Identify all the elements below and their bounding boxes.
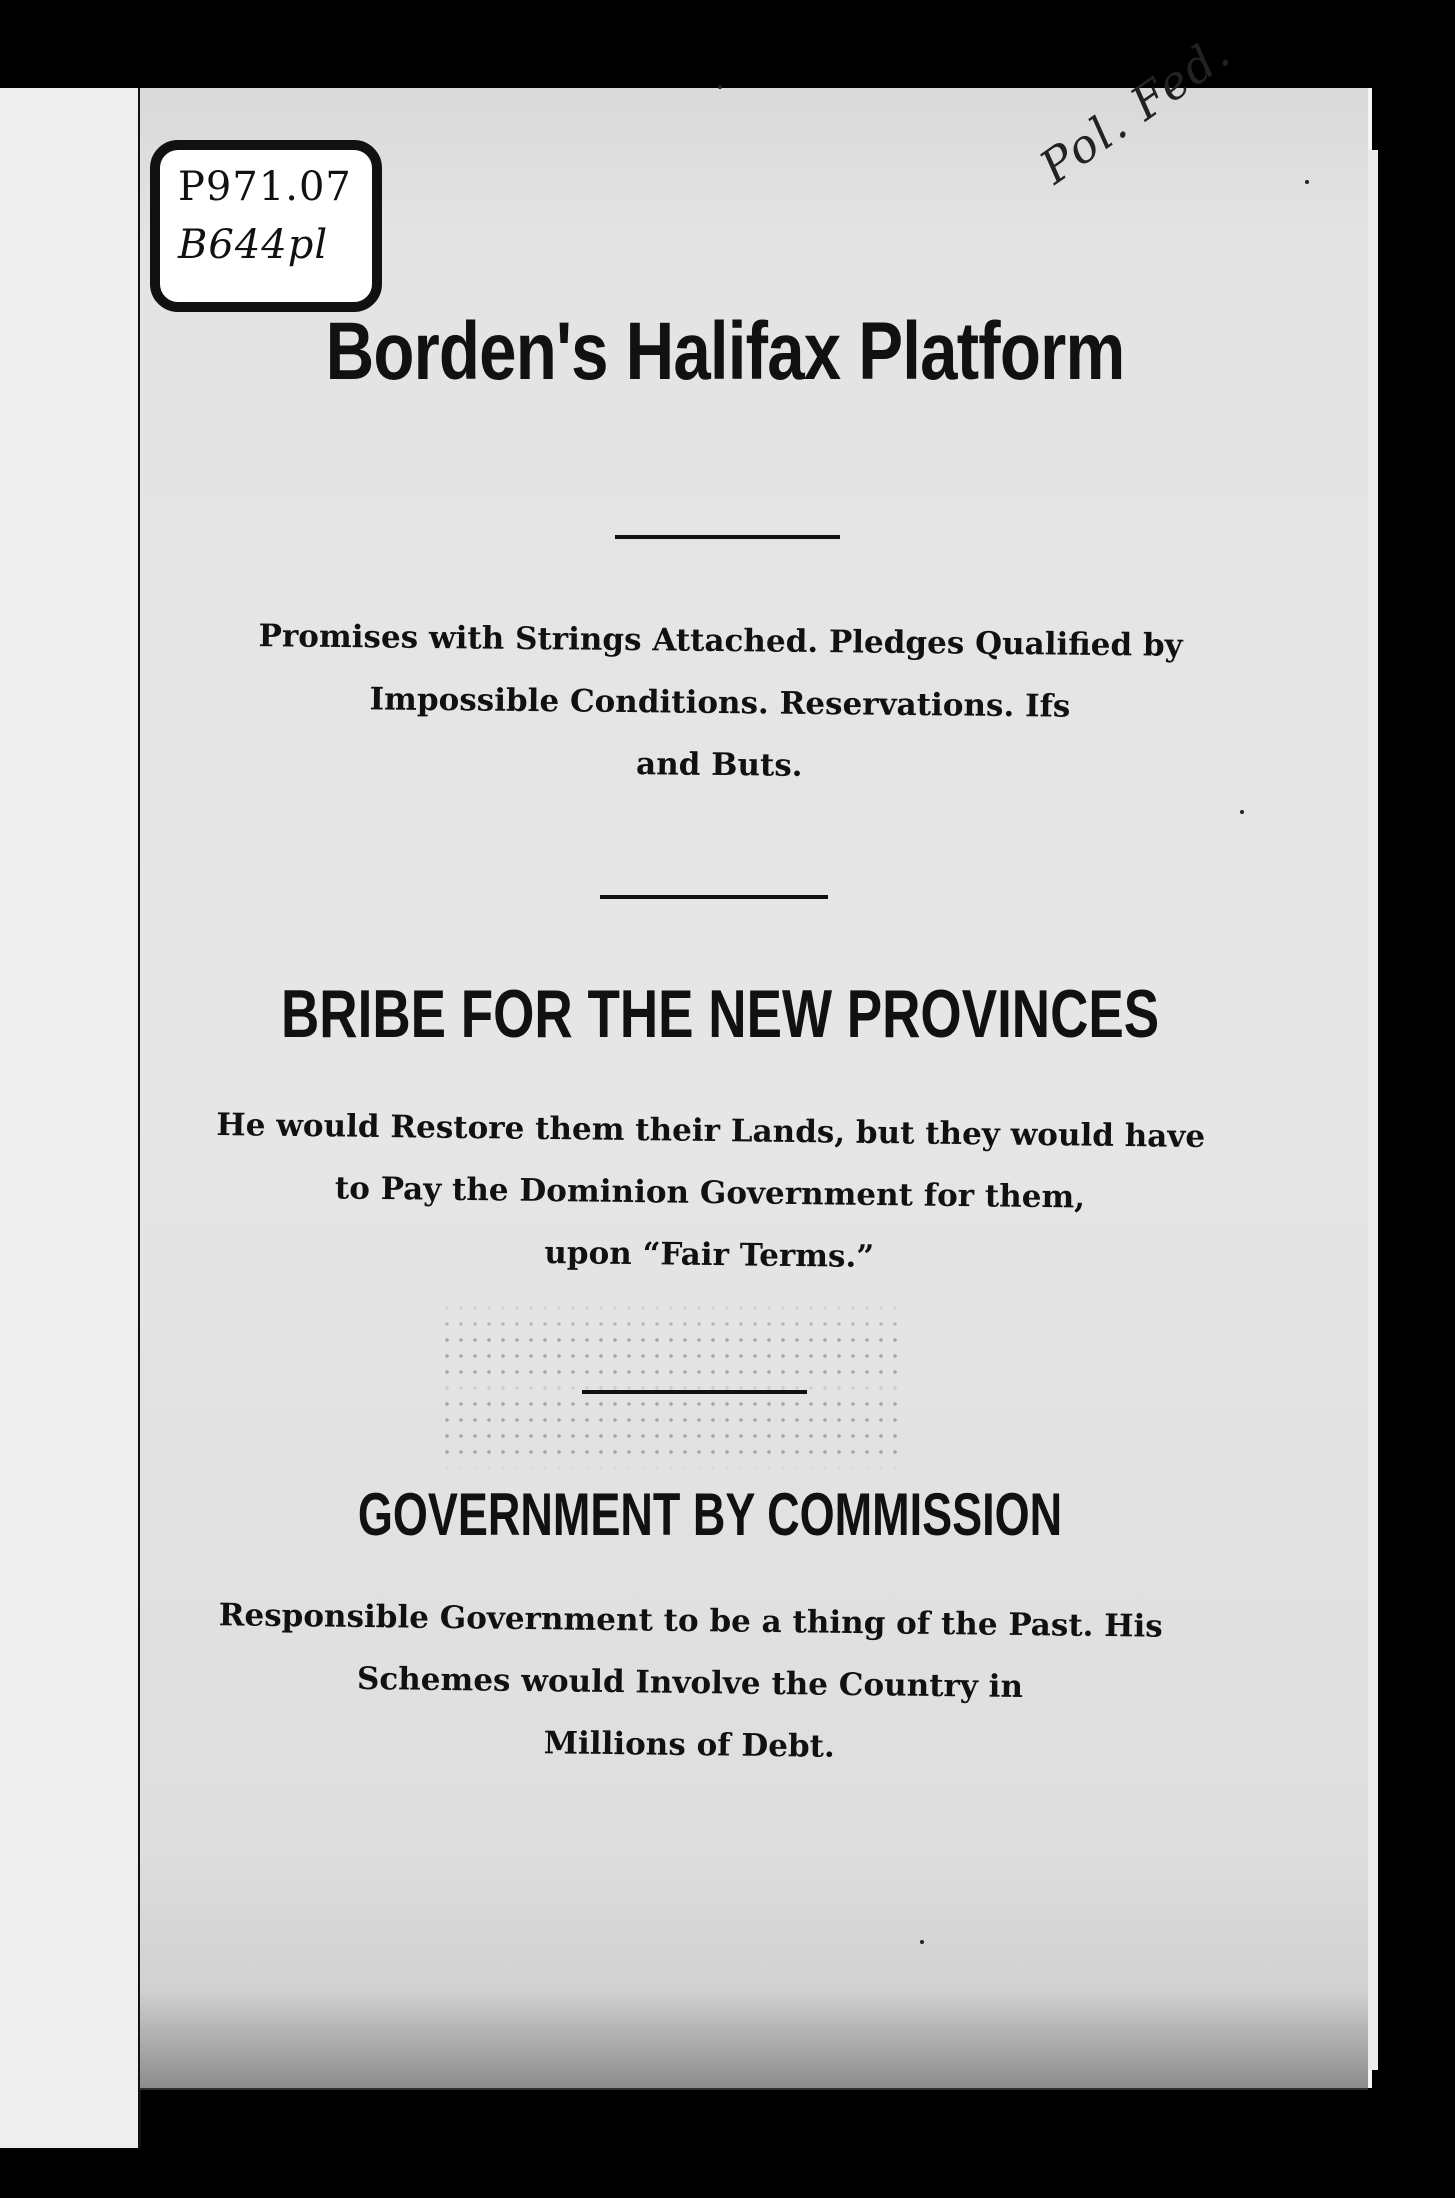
intro-paragraph [209,605,1231,802]
handwritten-note: Pol. Fed. [1030,24,1241,195]
page-shadow [140,1990,1368,2090]
dust-speck [920,1940,924,1944]
divider-1 [615,535,840,539]
call-number-line-1: P971.07 [178,164,352,210]
adjacent-page-edge [0,88,141,2148]
call-number-line-2: B644pl [178,222,329,268]
divider-3 [582,1390,807,1394]
intro-line-3: and Buts. [635,746,803,784]
page-right-edge [1368,150,1378,2070]
perforation-stamp [440,1300,900,1470]
section-1-paragraph [189,1094,1231,1293]
section-2-line-2: Schemes would Involve the Country in [356,1660,1024,1706]
divider-2 [600,895,828,899]
section-1-line-1: He would Restore them their Lands, but they would have [216,1106,1206,1156]
call-number-label [150,140,382,312]
dust-speck [1305,180,1309,184]
intro-line-1: Promises with Strings Attached. Pledges Qualified by [258,618,1183,664]
section-heading-bribe: BRIBE FOR THE NEW PROVINCES [281,976,1160,1052]
dust-speck [718,85,722,89]
section-2-paragraph [169,1584,1211,1783]
dust-speck [1240,810,1244,814]
section-2-line-1: Responsible Government to be a thing of the Past. His [218,1597,1163,1645]
section-heading-government: GOVERNMENT BY COMMISSION [357,1481,1063,1548]
section-1-line-2: to Pay the Dominion Government for them, [334,1170,1086,1216]
page-title: Borden's Halifax Platform [325,306,1125,397]
intro-line-2: Impossible Conditions. Reservations. Ifs [369,681,1071,725]
section-1-line-3: upon “Fair Terms.” [544,1234,875,1276]
section-2-line-3: Millions of Debt. [543,1725,835,1765]
